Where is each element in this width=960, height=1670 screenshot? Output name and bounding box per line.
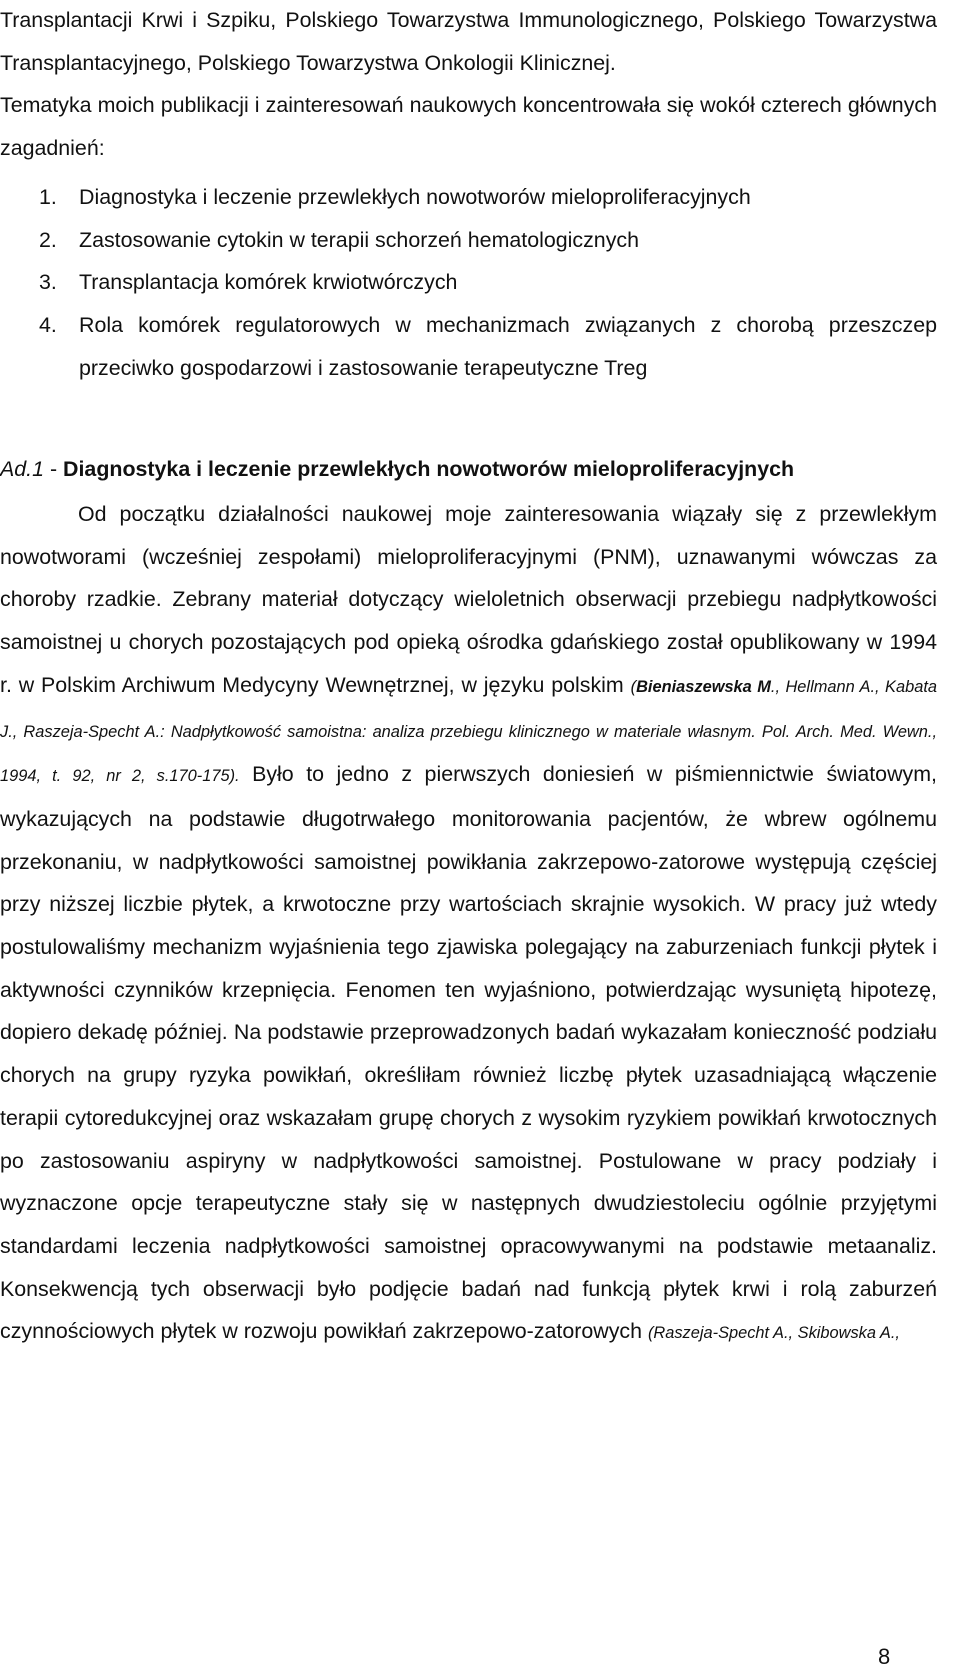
list-item-number: 3. <box>39 270 57 295</box>
page-number: 8 <box>878 1644 891 1669</box>
intro-text-topics: Tematyka moich publikacji i zainteresowań naukowych koncentrowała się wokół czterech głównych zagadnień: <box>0 93 937 161</box>
list-item-text: Rola komórek regulatorowych w mechanizmach związanych z chorobą przeszczep przeciwko gospodarzowi i zastosowanie terapeutyczne Treg <box>79 313 937 380</box>
list-item-text: Diagnostyka i leczenie przewlekłych nowotworów mieloproliferacyjnych <box>79 185 751 209</box>
list-item-text: Zastosowanie cytokin w terapii schorzeń hematologicznych <box>79 227 639 252</box>
body-text-part2: Było to jedno z pierwszych doniesień w piśmiennictwie światowym, wykazujących na podstawie długotrwałego monitorowania pacjentów, że wbrew ogólnemu przekonaniu, w nadpłytkowości samoistnej powikłania zakrzepowo-zatorowe występują częściej przy niższej liczbie płytek, a krwotoczne przy wartościach skrajnie wysokich. W pracy już wtedy postulowaliśmy mechanizm wyjaśnienia tego zjawiska polegający na zaburzeniach funkcji płytek i aktywności czynników krzepnięcia. Fenomen ten wyjaśniono, potwierdzając wysuniętą hipotezę, dopiero dekadę później. Na podstawie przeprowadzonych badań wykazałam konieczność podziału chorych na grupy ryzyka powikłań, określiłam również liczbę płytek uzasadniającą włączenie terapii cytoredukcyjnej oraz wskazałam grupę chorych z wysokim ryzykiem powikłań krwotocznych po zastosowaniu aspiryny w nadpłytkowości samoistnej. Postulowane w pracy podziały i wyznaczone opcje terapeutyczne stały się w następnych dwudziestoleciu ogólnie przyjętymi standardami leczenia nadpłytkowości samoistnej opracowywanymi na podstawie metaanaliz. Konsekwencją tych obserwacji było podjęcie badań nad funkcją płytek krwi i rolą zaburzeń czynnościowych płytek w rozwoju powikłań zakrzepowo-zatorowych <box>0 762 937 1344</box>
list-item-number: 4. <box>39 313 57 338</box>
list-item-number: 2. <box>39 227 57 252</box>
section-title: Diagnostyka i leczenie przewlekłych nowotworów mieloproliferacyjnych <box>63 457 795 481</box>
list-item-number: 1. <box>39 185 57 209</box>
list-item <box>0 261 937 304</box>
list-item <box>0 176 937 219</box>
list-item <box>0 219 937 262</box>
body-text-part1: Od początku działalności naukowej moje zainteresowania wiązały się z przewlekłym nowotworami (wcześniej zespołami) mieloproliferacyjnymi (PNM), uznawanymi wówczas za choroby rzadkie. Zebrany materiał dotyczący wieloletnich obserwacji przebiegu nadpłytkowości samoistnej u chorych pozostających pod opieką ośrodka gdańskiego został opublikowany w 1994 r. w Polskim Archiwum Medycyny Wewnętrznej, w języku polskim <box>0 502 937 697</box>
citation-open: ( <box>630 677 637 696</box>
topics-list <box>0 176 937 390</box>
section-label: Ad.1 <box>0 457 45 481</box>
intro-paragraph <box>0 0 937 170</box>
citation-first-author: Bieniaszewska M <box>636 677 771 696</box>
section-separator: - <box>44 457 64 481</box>
section-heading <box>0 448 940 491</box>
list-item-text: Transplantacja komórek krwiotwórczych <box>79 270 458 295</box>
citation-rest: ., Hellmann A., Kabata J., Raszeja-Specht A.: Nadpłytkowość samoistna: analiza przebiegu klinicznego w materiale własnym. Pol. Arch. Med. Wewn., 1994, t. 92, nr 2, s.170-175). <box>0 677 937 786</box>
list-item <box>0 304 937 389</box>
body-paragraph <box>0 493 937 1355</box>
citation-trailing: (Raszeja-Specht A., Skibowska A., <box>647 1324 900 1343</box>
intro-text-memberships: Transplantacji Krwi i Szpiku, Polskiego Towarzystwa Immunologicznego, Polskiego Towarzystwa Transplantacyjnego, Polskiego Towarzystwa Onkologii Klinicznej. <box>0 8 937 75</box>
